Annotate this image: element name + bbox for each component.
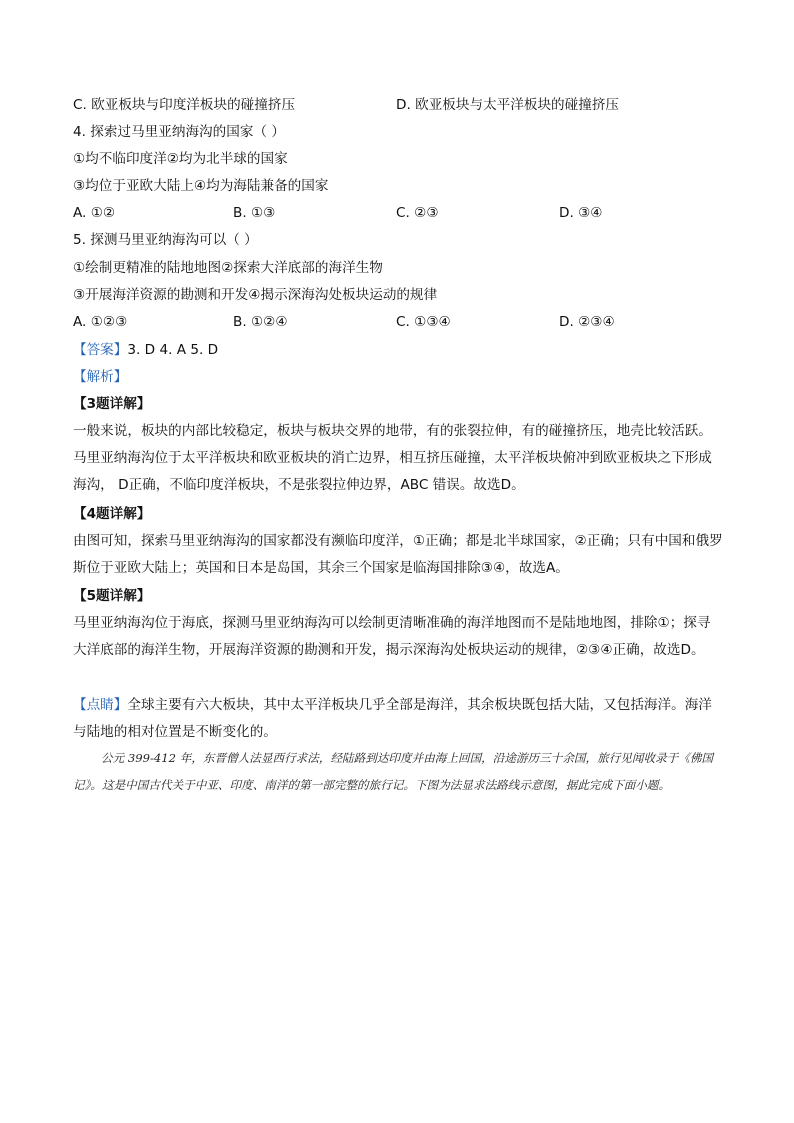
analysis-label: 【解析】 [73, 369, 128, 385]
passage-intro: 公元 399-412 年，东晋僧人法显西行求法，经陆路到达印度并由海上回国，沿途游历三十余国，旅行见闻收录于《佛国记》。这是中国古代关于中亚、印度、南洋的第一部完整的旅行记。下图为法显求法路线示意图，据此完成下面小题。 [73, 751, 714, 792]
tip-label: 【点睛】 [73, 697, 128, 713]
q5-statement-2: ③开展海洋资源的勘测和开发④揭示深海沟处板块运动的规律 [73, 287, 438, 303]
q4-option-b: B. ①③ [233, 205, 276, 221]
q4-stem: 4. 探索过马里亚纳海沟的国家（ ） [73, 124, 285, 140]
detail5-text: 马里亚纳海沟位于海底，探测马里亚纳海沟可以绘制更清晰准确的海洋地图而不是陆地地图，排除①；探寻大洋底部的海洋生物，开展海洋资源的勘测和开发，揭示深海沟处板块运动的规律，②③④正确，故选D。 [73, 615, 711, 658]
q3-option-c: C. 欧亚板块与印度洋板块的碰撞挤压 [73, 97, 296, 113]
q3-option-d: D. 欧亚板块与太平洋板块的碰撞挤压 [396, 97, 620, 113]
q4-option-c: C. ②③ [396, 205, 439, 221]
q4-statement-2: ③均位于亚欧大陆上④均为海陆兼备的国家 [73, 178, 329, 194]
q5-option-d: D. ②③④ [559, 314, 615, 330]
tip-paragraph [73, 692, 723, 746]
q5-stem: 5. 探测马里亚纳海沟可以（ ） [73, 232, 258, 248]
detail3-title: 【3题详解】 [73, 396, 151, 412]
detail4-text: 由图可知，探索马里亚纳海沟的国家都没有濒临印度洋，①正确；都是北半球国家，②正确；只有中国和俄罗斯位于亚欧大陆上；英国和日本是岛国，其余三个国家是临海国排除③④，故选A。 [73, 533, 723, 576]
answer-text: 3. D 4. A 5. D [127, 342, 219, 358]
q5-option-a: A. ①②③ [73, 314, 128, 330]
q5-statement-1: ①绘制更精准的陆地地图②探索大洋底部的海洋生物 [73, 260, 383, 276]
q4-statement-1: ①均不临印度洋②均为北半球的国家 [73, 151, 288, 167]
q5-option-b: B. ①②④ [233, 314, 288, 330]
tip-text: 全球主要有六大板块，其中太平洋板块几乎全部是海洋，其余板块既包括大陆，又包括海洋。海洋与陆地的相对位置是不断变化的。 [73, 697, 712, 740]
answer-line [73, 340, 218, 360]
detail5-title: 【5题详解】 [73, 588, 151, 604]
answer-label: 【答案】 [73, 342, 128, 358]
q4-option-d: D. ③④ [559, 205, 603, 221]
q5-option-c: C. ①③④ [396, 314, 451, 330]
detail3-text: 一般来说，板块的内部比较稳定，板块与板块交界的地带，有的张裂拉伸，有的碰撞挤压，地壳比较活跃。马里亚纳海沟位于太平洋板块和欧亚板块的消亡边界，相互挤压碰撞，太平洋板块俯冲到欧亚板块之下形成海沟， D正确，不临印度洋板块，不是张裂拉伸边界，ABC 错误。故选D。 [73, 423, 712, 493]
q4-option-a: A. ①② [73, 205, 116, 221]
detail4-title: 【4题详解】 [73, 506, 151, 522]
